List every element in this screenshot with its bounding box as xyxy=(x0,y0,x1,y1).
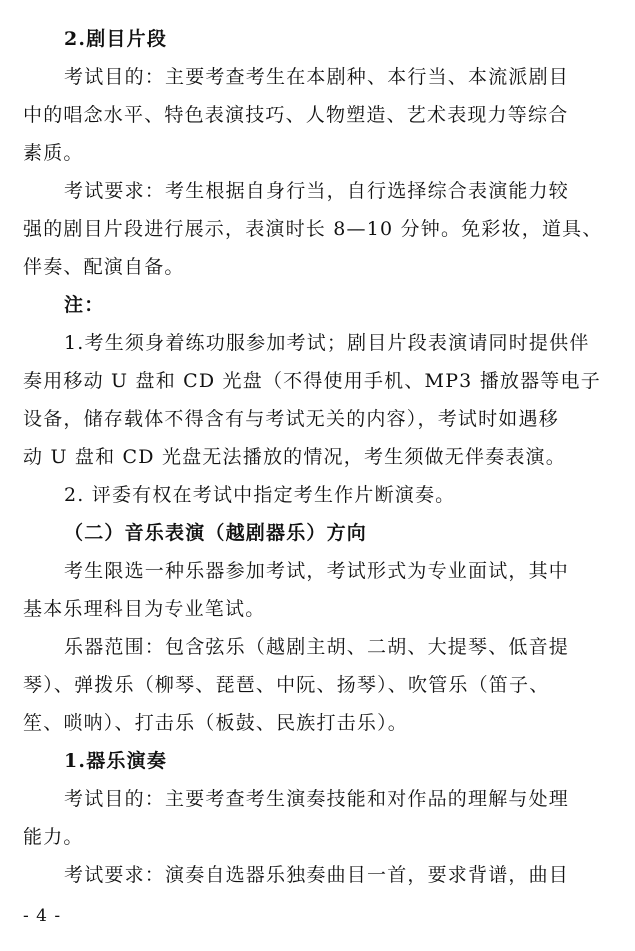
note-heading: 注： xyxy=(64,294,105,316)
paragraph-line: 强的剧目片段进行展示，表演时长 8—10 分钟。免彩妆，道具、 xyxy=(23,218,603,240)
paragraph-line: 考试要求：考生根据自身行当，自行选择综合表演能力较 xyxy=(64,180,570,202)
paragraph-line: 考生限选一种乐器参加考试，考试形式为专业面试，其中 xyxy=(64,560,570,582)
paragraph-line: 1.考生须身着练功服参加考试；剧目片段表演请同时提供伴 xyxy=(64,332,590,354)
paragraph-line: 奏用移动 U 盘和 CD 光盘（不得使用手机、MP3 播放器等电子 xyxy=(23,370,601,392)
paragraph-line: 基本乐理科目为专业笔试。 xyxy=(23,598,266,620)
section-heading-music-performance: （二）音乐表演（越剧器乐）方向 xyxy=(64,522,368,544)
page-number: - 4 - xyxy=(23,906,62,926)
paragraph-line: 伴奏、配演自备。 xyxy=(23,256,185,278)
paragraph-line: 笙、唢呐）、打击乐（板鼓、民族打击乐）。 xyxy=(23,712,409,734)
paragraph-line: 考试目的：主要考查考生在本剧种、本行当、本流派剧目 xyxy=(64,66,570,88)
paragraph-line: 能力。 xyxy=(23,826,84,848)
paragraph-line: 乐器范围：包含弦乐（越剧主胡、二胡、大提琴、低音提 xyxy=(64,636,570,658)
paragraph-line: 琴）、弹拨乐（柳琴、琵琶、中阮、扬琴）、吹管乐（笛子、 xyxy=(23,674,550,696)
section-heading-instrument-performance: 1.器乐演奏 xyxy=(64,750,168,772)
paragraph-line: 考试要求：演奏自选器乐独奏曲目一首，要求背谱，曲目 xyxy=(64,864,570,886)
paragraph-line: 2. 评委有权在考试中指定考生作片断演奏。 xyxy=(64,484,456,506)
paragraph-line: 动 U 盘和 CD 光盘无法播放的情况，考生须做无伴奏表演。 xyxy=(23,446,566,468)
paragraph-line: 设备，储存载体不得含有与考试无关的内容），考试时如遇移 xyxy=(23,408,559,430)
paragraph-line: 中的唱念水平、特色表演技巧、人物塑造、艺术表现力等综合 xyxy=(23,104,569,126)
paragraph-line: 考试目的：主要考查考生演奏技能和对作品的理解与处理 xyxy=(64,788,570,810)
paragraph-line: 素质。 xyxy=(23,142,84,164)
section-heading-repertoire-excerpt: 2.剧目片段 xyxy=(64,28,168,50)
